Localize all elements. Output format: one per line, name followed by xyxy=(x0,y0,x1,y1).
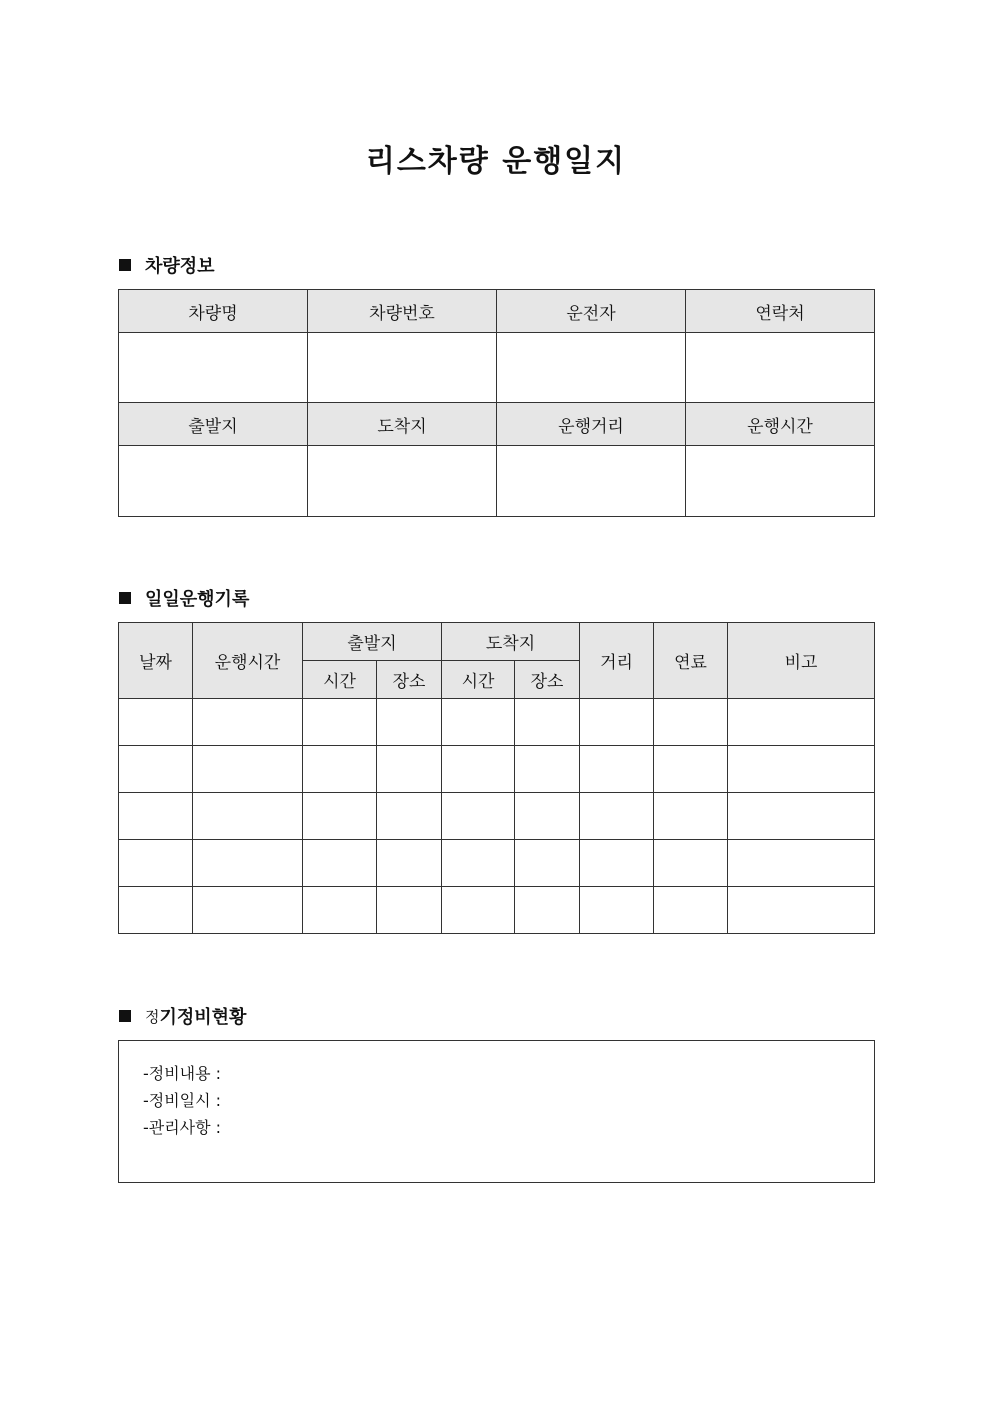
daily-record-heading xyxy=(119,586,249,610)
vehicle-number-cell[interactable] xyxy=(308,333,497,403)
daily-cell[interactable] xyxy=(515,840,580,887)
arrival-place-header: 장소 xyxy=(515,661,580,699)
vehicle-input-row xyxy=(119,333,875,403)
daily-drive-time-header: 운행시간 xyxy=(193,623,303,699)
date-header: 날짜 xyxy=(119,623,193,699)
daily-cell[interactable] xyxy=(580,793,654,840)
daily-cell[interactable] xyxy=(654,840,728,887)
daily-cell[interactable] xyxy=(377,840,442,887)
square-bullet-icon xyxy=(119,259,131,271)
maintenance-heading xyxy=(119,1004,246,1028)
daily-cell[interactable] xyxy=(377,887,442,934)
daily-departure-header: 출발지 xyxy=(303,623,442,661)
arrival-cell[interactable] xyxy=(308,446,497,517)
daily-cell[interactable] xyxy=(119,793,193,840)
daily-cell[interactable] xyxy=(580,887,654,934)
daily-cell[interactable] xyxy=(377,746,442,793)
daily-cell[interactable] xyxy=(580,699,654,746)
route-header-row xyxy=(119,403,875,446)
daily-cell[interactable] xyxy=(654,746,728,793)
distance-cell[interactable] xyxy=(497,446,686,517)
vehicle-info-heading-label: 차량정보 xyxy=(145,256,215,277)
management-notes-line: -관리사항 : xyxy=(143,1118,222,1137)
square-bullet-icon xyxy=(119,592,131,604)
daily-cell[interactable] xyxy=(654,887,728,934)
driver-cell[interactable] xyxy=(497,333,686,403)
arrival-header: 도착지 xyxy=(308,403,497,446)
daily-cell[interactable] xyxy=(654,793,728,840)
square-bullet-icon xyxy=(119,1010,131,1022)
page-title: 리스차량 운행일지 xyxy=(365,144,627,179)
drive-time-header: 운행시간 xyxy=(686,403,875,446)
daily-cell[interactable] xyxy=(303,887,377,934)
fuel-header: 연료 xyxy=(654,623,728,699)
daily-distance-header: 거리 xyxy=(580,623,654,699)
daily-cell[interactable] xyxy=(442,793,515,840)
daily-cell[interactable] xyxy=(515,887,580,934)
daily-cell[interactable] xyxy=(442,699,515,746)
daily-cell[interactable] xyxy=(193,840,303,887)
daily-cell[interactable] xyxy=(515,746,580,793)
daily-record-row xyxy=(119,793,875,840)
daily-cell[interactable] xyxy=(119,887,193,934)
daily-cell[interactable] xyxy=(303,840,377,887)
daily-cell[interactable] xyxy=(303,793,377,840)
daily-cell[interactable] xyxy=(193,887,303,934)
maintenance-heading-label: 기정비현황 xyxy=(159,1007,247,1028)
daily-cell[interactable] xyxy=(728,699,875,746)
daily-cell[interactable] xyxy=(654,699,728,746)
vehicle-name-cell[interactable] xyxy=(119,333,308,403)
departure-time-header: 시간 xyxy=(303,661,377,699)
driver-header: 운전자 xyxy=(497,290,686,333)
contact-header: 연락처 xyxy=(686,290,875,333)
daily-cell[interactable] xyxy=(193,699,303,746)
daily-record-heading-label: 일일운행기록 xyxy=(145,589,250,610)
daily-cell[interactable] xyxy=(580,746,654,793)
daily-cell[interactable] xyxy=(728,746,875,793)
daily-record-row xyxy=(119,746,875,793)
distance-header: 운행거리 xyxy=(497,403,686,446)
daily-cell[interactable] xyxy=(193,793,303,840)
drive-time-cell[interactable] xyxy=(686,446,875,517)
maintenance-heading-prefix: 정 xyxy=(145,1007,160,1026)
daily-cell[interactable] xyxy=(515,699,580,746)
vehicle-info-table xyxy=(118,289,875,517)
daily-cell[interactable] xyxy=(303,746,377,793)
vehicle-info-heading xyxy=(119,253,215,277)
departure-cell[interactable] xyxy=(119,446,308,517)
maintenance-date-line: -정비일시 : xyxy=(143,1091,222,1110)
daily-cell[interactable] xyxy=(119,746,193,793)
daily-record-row xyxy=(119,699,875,746)
daily-cell[interactable] xyxy=(377,793,442,840)
daily-cell[interactable] xyxy=(580,840,654,887)
vehicle-header-row xyxy=(119,290,875,333)
daily-record-table xyxy=(118,622,875,934)
daily-cell[interactable] xyxy=(377,699,442,746)
vehicle-number-header: 차량번호 xyxy=(308,290,497,333)
route-input-row xyxy=(119,446,875,517)
arrival-time-header: 시간 xyxy=(442,661,515,699)
maintenance-box[interactable] xyxy=(118,1040,875,1183)
daily-cell[interactable] xyxy=(442,840,515,887)
note-header: 비고 xyxy=(728,623,875,699)
departure-header: 출발지 xyxy=(119,403,308,446)
daily-header-row-1 xyxy=(119,623,875,661)
daily-cell[interactable] xyxy=(442,887,515,934)
departure-place-header: 장소 xyxy=(377,661,442,699)
daily-record-row xyxy=(119,887,875,934)
daily-cell[interactable] xyxy=(728,793,875,840)
daily-cell[interactable] xyxy=(442,746,515,793)
vehicle-name-header: 차량명 xyxy=(119,290,308,333)
daily-record-row xyxy=(119,840,875,887)
daily-cell[interactable] xyxy=(303,699,377,746)
daily-cell[interactable] xyxy=(119,840,193,887)
maintenance-content-line: -정비내용 : xyxy=(143,1064,222,1083)
daily-arrival-header: 도착지 xyxy=(442,623,580,661)
daily-cell[interactable] xyxy=(728,887,875,934)
daily-cell[interactable] xyxy=(515,793,580,840)
daily-cell[interactable] xyxy=(728,840,875,887)
daily-cell[interactable] xyxy=(193,746,303,793)
contact-cell[interactable] xyxy=(686,333,875,403)
daily-cell[interactable] xyxy=(119,699,193,746)
